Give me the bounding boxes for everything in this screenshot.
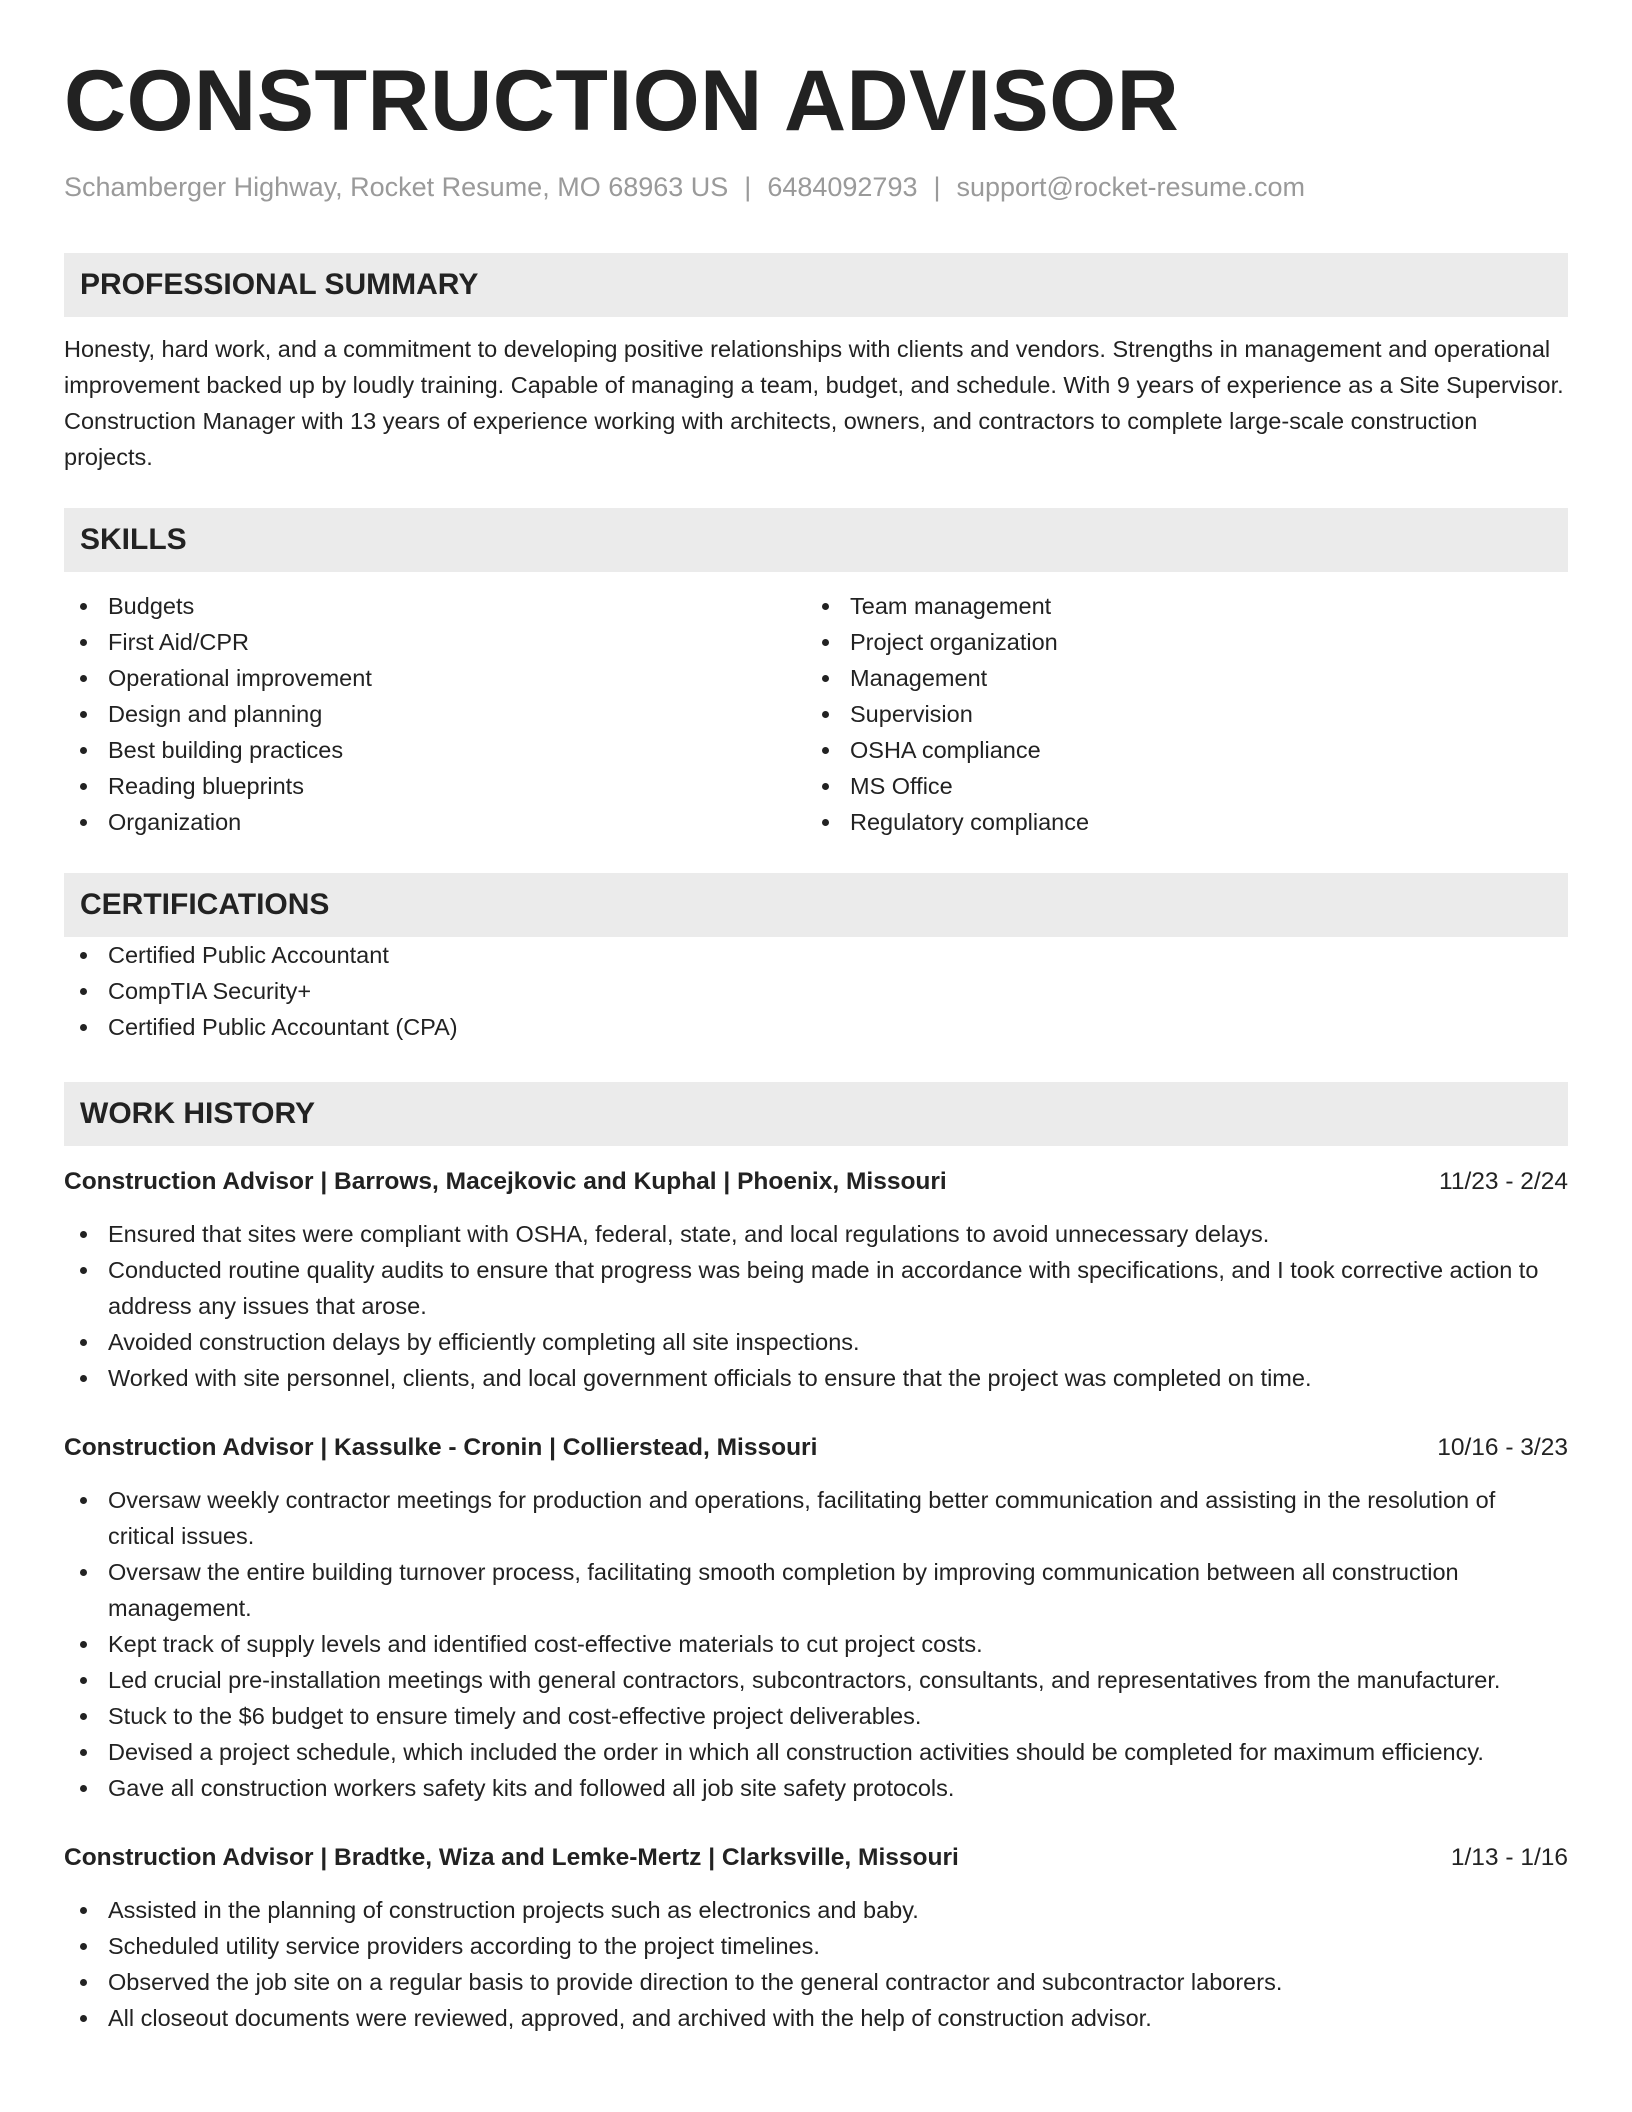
skills-list-right	[806, 588, 1548, 840]
skill-item: Budgets	[64, 588, 806, 624]
skill-item: Project organization	[806, 624, 1548, 660]
job-bullet: Worked with site personnel, clients, and local government officials to ensure that the project was completed on time.	[64, 1360, 1568, 1396]
job-bullet: Ensured that sites were compliant with OSHA, federal, state, and local regulations to avoid unnecessary delays.	[64, 1216, 1568, 1252]
job-entry	[64, 1430, 1568, 1806]
skill-item: Organization	[64, 804, 806, 840]
skill-item: Operational improvement	[64, 660, 806, 696]
job-title: Construction Advisor | Barrows, Macejkovic and Kuphal | Phoenix, Missouri	[64, 1168, 947, 1196]
job-bullet: Scheduled utility service providers according to the project timelines.	[64, 1928, 1568, 1964]
skills-list-left	[64, 588, 806, 840]
job-dates: 11/23 - 2/24	[1439, 1168, 1568, 1196]
job-bullets	[64, 1892, 1568, 2036]
job-header	[64, 1164, 1568, 1200]
skill-item: Design and planning	[64, 696, 806, 732]
skill-item: Supervision	[806, 696, 1548, 732]
job-bullet: Devised a project schedule, which included the order in which all construction activities should be completed for maximum efficiency.	[64, 1734, 1568, 1770]
job-entry	[64, 1840, 1568, 2036]
work-history-list	[64, 1164, 1568, 2036]
certification-item: Certified Public Accountant	[64, 937, 1568, 973]
section-heading-summary: PROFESSIONAL SUMMARY	[64, 253, 1568, 317]
contact-line	[64, 170, 1568, 205]
resume-page	[64, 0, 1568, 2036]
job-bullet: Oversaw weekly contractor meetings for production and operations, facilitating better communication and assisting in the resolution of critical issues.	[64, 1482, 1568, 1554]
contact-address: Schamberger Highway, Rocket Resume, MO 68963 US	[64, 172, 729, 203]
skill-item: MS Office	[806, 768, 1548, 804]
job-bullet: Avoided construction delays by efficiently completing all site inspections.	[64, 1324, 1568, 1360]
job-bullet: Kept track of supply levels and identified cost-effective materials to cut project costs.	[64, 1626, 1568, 1662]
contact-phone: 6484092793	[767, 172, 918, 203]
skill-item: Team management	[806, 588, 1548, 624]
skills-column-left	[64, 588, 806, 840]
certification-item: Certified Public Accountant (CPA)	[64, 1009, 1568, 1045]
skills-column-right	[806, 588, 1548, 840]
resume-name: CONSTRUCTION ADVISOR	[64, 53, 1180, 149]
skill-item: First Aid/CPR	[64, 624, 806, 660]
job-bullet: Assisted in the planning of construction projects such as electronics and baby.	[64, 1892, 1568, 1928]
certifications-list	[64, 937, 1568, 1045]
job-bullets	[64, 1216, 1568, 1396]
job-bullet: Stuck to the $6 budget to ensure timely and cost-effective project deliverables.	[64, 1698, 1568, 1734]
job-dates: 10/16 - 3/23	[1437, 1434, 1568, 1462]
job-title: Construction Advisor | Kassulke - Cronin | Collierstead, Missouri	[64, 1434, 818, 1462]
contact-email: support@rocket-resume.com	[956, 172, 1306, 203]
job-bullet: All closeout documents were reviewed, approved, and archived with the help of construction advisor.	[64, 2000, 1568, 2036]
skill-item: Best building practices	[64, 732, 806, 768]
contact-separator: |	[933, 172, 941, 203]
job-bullet: Led crucial pre-installation meetings with general contractors, subcontractors, consultants, and representatives from the manufacturer.	[64, 1662, 1568, 1698]
job-header	[64, 1430, 1568, 1466]
section-heading-work-history: WORK HISTORY	[64, 1082, 1568, 1146]
skills-grid	[64, 588, 1568, 840]
job-dates: 1/13 - 1/16	[1450, 1844, 1568, 1872]
job-header	[64, 1840, 1568, 1876]
skill-item: Reading blueprints	[64, 768, 806, 804]
certification-item: CompTIA Security+	[64, 973, 1568, 1009]
job-bullets	[64, 1482, 1568, 1806]
section-heading-certifications: CERTIFICATIONS	[64, 873, 1568, 937]
section-heading-skills: SKILLS	[64, 508, 1568, 572]
contact-separator: |	[744, 172, 752, 203]
job-bullet: Oversaw the entire building turnover process, facilitating smooth completion by improving communication between all construction management.	[64, 1554, 1568, 1626]
job-bullet: Gave all construction workers safety kits and followed all job site safety protocols.	[64, 1770, 1568, 1806]
summary-text: Honesty, hard work, and a commitment to developing positive relationships with clients and vendors. Strengths in management and operational improvement backed up by loudly training. Capable of managing a team, budget, and schedule. With 9 years of experience as a Site Supervisor. Construction Manager with 13 years of experience working with architects, owners, and contractors to complete large-scale construction projects.	[64, 336, 1564, 471]
job-entry	[64, 1164, 1568, 1396]
job-bullet: Conducted routine quality audits to ensure that progress was being made in accordance with specifications, and I took corrective action to address any issues that arose.	[64, 1252, 1568, 1324]
skill-item: Regulatory compliance	[806, 804, 1548, 840]
job-title: Construction Advisor | Bradtke, Wiza and Lemke-Mertz | Clarksville, Missouri	[64, 1844, 959, 1872]
skill-item: Management	[806, 660, 1548, 696]
skill-item: OSHA compliance	[806, 732, 1548, 768]
job-bullet: Observed the job site on a regular basis to provide direction to the general contractor and subcontractor laborers.	[64, 1964, 1568, 2000]
